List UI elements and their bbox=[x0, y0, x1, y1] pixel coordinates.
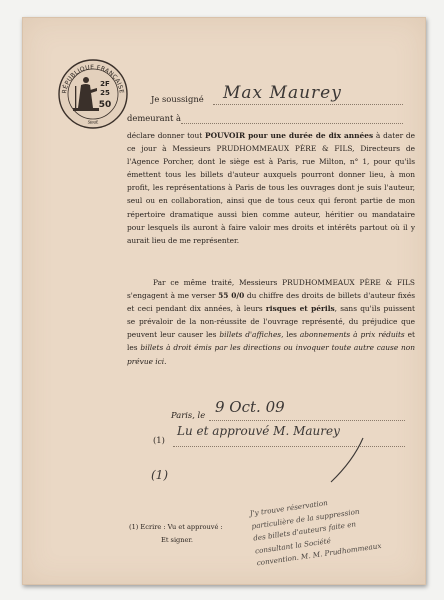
approval-marker: (1) bbox=[153, 435, 165, 445]
commitment-paragraph bbox=[127, 276, 415, 368]
stamp-value-bottom: 50 bbox=[98, 100, 112, 110]
commitment-paragraph-segment: Par ce même traité, Messieurs PRUDHOMMEAUX PÈRE & FILS s'engagent à me verser bbox=[127, 278, 415, 301]
second-marker-handwritten: (1) bbox=[151, 468, 168, 482]
soussigne-signature: Max Maurey bbox=[223, 83, 342, 103]
power-paragraph bbox=[127, 129, 415, 247]
commitment-paragraph-segment: du chiffre des droits de billets d'auteur fixés et ceci pendant dix années, à leurs bbox=[127, 291, 416, 314]
stamp-top-text: RÉPUBLIQUE FRANÇAISE bbox=[61, 63, 125, 95]
soussigne-field bbox=[213, 83, 403, 105]
commitment-paragraph-segment: , sans qu'ils puissent se prévaloir de la non-réussite de l'ouvrage représenté, du préjudice que peuvent leur causer les bbox=[127, 304, 415, 340]
power-paragraph-segment: à dater de ce jour à Messieurs PRUDHOMMEAUX PÈRE & FILS, Directeurs de l'Agence Porcher, dont le siège est à Paris, rue Milton, n° 1, pour qu'ils émettent tous les billets d'auteur auxquels pourront donner lieu, à mon profit, les représentations à Paris de tous les ouvrages dont je suis l'auteur, seul ou en collaboration, ainsi que de tous ceux qui feront partie de mon répertoire dramatique aussi bien comme auteur, héritier ou mandataire pour lesquels ils auront à faire valoir mes droits et intérêts partout où il y aurait lieu de me représenter. bbox=[127, 131, 415, 245]
commitment-paragraph-segment: billets à droit émis par les directions ou invoquer toute autre cause non prévue ici. bbox=[127, 343, 415, 366]
stamp-value-top: 2F bbox=[100, 80, 110, 88]
approval-handwritten: Lu et approuvé M. Maurey bbox=[177, 424, 340, 438]
demeurant-field bbox=[181, 113, 403, 124]
commitment-paragraph-segment: et les bbox=[127, 330, 415, 353]
place-label: Paris, le bbox=[171, 410, 206, 420]
soussigne-label: Je soussigné bbox=[151, 94, 204, 104]
stamp-bottom-text: SERIE bbox=[87, 119, 99, 125]
commitment-paragraph-segment: , les bbox=[281, 330, 300, 340]
stamp-value-mid: 25 bbox=[100, 89, 110, 97]
fiscal-stamp bbox=[57, 58, 129, 130]
svg-text:SERIE bbox=[87, 119, 99, 125]
document-sheet bbox=[22, 17, 426, 585]
date-field bbox=[209, 398, 405, 421]
power-paragraph-segment: déclare donner tout bbox=[127, 131, 206, 140]
margin-note-handwritten: J'y trouve réservation particulière de la suppression des billets d'auteurs faite en consultant la Société convention. M. M. Prudhommeaux bbox=[249, 498, 382, 568]
commitment-paragraph-segment: 55 0/0 bbox=[218, 291, 245, 301]
demeurant-label: demeurant à bbox=[127, 113, 182, 123]
footnote-line1: (1) Ecrire : Vu et approuvé : bbox=[129, 523, 223, 531]
commitment-paragraph-segment: abonnements à prix réduits bbox=[299, 330, 405, 340]
commitment-paragraph-segment: billets d'affiches bbox=[219, 330, 282, 340]
power-paragraph-segment: POUVOIR pour une durée de dix années bbox=[205, 131, 374, 140]
signature-flourish bbox=[323, 436, 383, 486]
footnote-line2: Et signer. bbox=[161, 536, 193, 544]
date-handwritten: 9 Oct. 09 bbox=[215, 398, 285, 416]
commitment-paragraph-segment: risques et périls bbox=[265, 304, 335, 314]
